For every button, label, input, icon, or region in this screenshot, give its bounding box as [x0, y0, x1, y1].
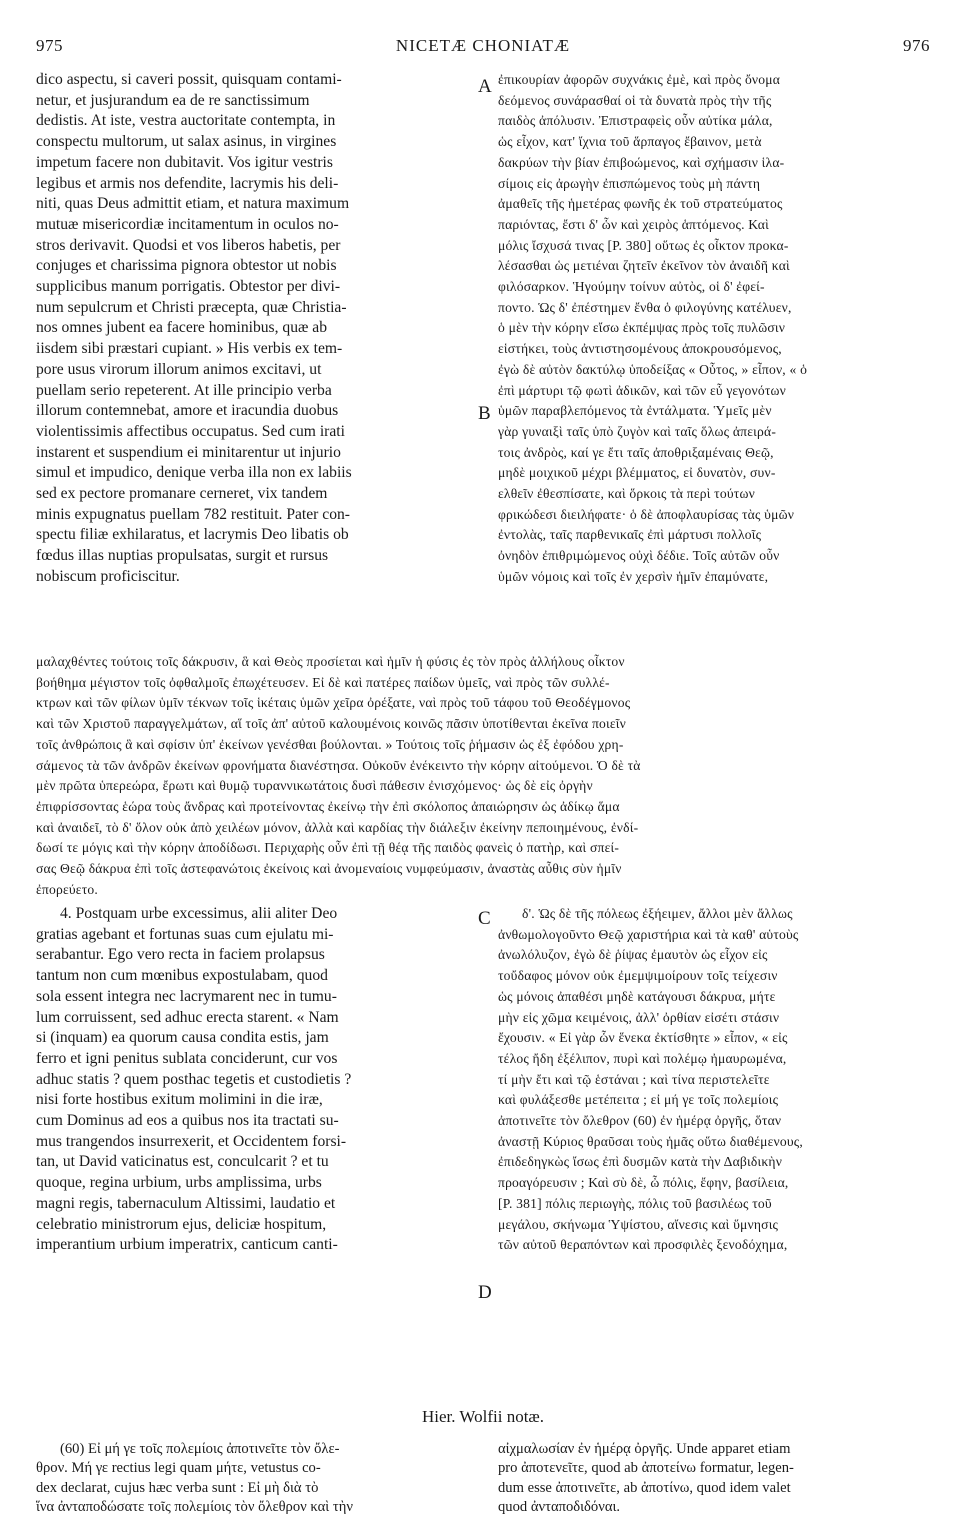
text-line: κτρων καὶ τῶν φίλων ὑμῖν τέκνων τοῖς ἱκέταις ὑμῶν χεῖρα ὀρέξατε, ναὶ πρὸς τοῦ τάφου τοῦ Θεοδέγμονος [36, 695, 631, 711]
text-line: φρικώδεσι διειλήφατε· ὁ δὲ ἀποφλαυρίσας τὰς ὑμῶν [498, 506, 795, 522]
text-line: [P. 381] πόλις περιωγὴς, πόλις τοῦ βασιλέως τοῦ [498, 1195, 772, 1211]
page-number-right: 976 [903, 36, 930, 55]
text-line: minis expugnatus puellam 782 restituit. Pater con- [36, 505, 350, 523]
text-line: nos omnes jubent ea facere hominibus, quæ ab [36, 319, 328, 337]
text-line: niti, quas Deus admittit etiam, et natura maximum [36, 195, 350, 213]
text-line: τοῖς ἀνθρώποις ἃ καὶ σφίσιν ὑπ' ἐκείνων γενέσθαι βούλονται. » Τούτοις τοῖς ῥήμασιν ὡς ἐξ ἐφόδου χρη- [36, 736, 624, 752]
text-line: προαγόρευσιν ; Καὶ σὺ δὲ, ὦ πόλις, ἔφην, βασίλεια, [498, 1175, 789, 1191]
greek-column-bottom [498, 904, 934, 1256]
text-line: dedistis. At iste, vestra auctoritate contempta, in [36, 112, 336, 130]
text-line: ὑμῶν νόμοις καὶ τοῖς ἐν χερσὶν ἡμῖν ἐπαμύνατε, [498, 568, 769, 584]
text-line: ἀνωλόλυζον, ἐγὼ δὲ ῥίψας ἐμαυτὸν ὡς εἶχον εἰς [498, 947, 768, 963]
text-line: dico aspectu, si caveri possit, quisquam contami- [36, 71, 342, 88]
text-line: παριόντας, ἔστι δ' ὧν καὶ χειρὸς ἁπτόμενος. Καὶ [498, 216, 769, 232]
text-line: μαλαχθέντες τούτοις τοῖς δάκρυσιν, ἃ καὶ Θεὸς προσίεται καὶ ἡμῖν ἡ φύσις ἐς τὸν πρὸς ἀλλήλους οἶκτον [36, 654, 625, 669]
text-line: τοὔδαφος μόνον οὐκ ἐμεμψιμοίρουν τοῖς τείχεσιν [498, 968, 778, 984]
text-line: nisi forte hostibus exitum molimini in die iræ, [36, 1091, 323, 1109]
text-line: conspectu multorum, ut salax asinus, in virgines [36, 133, 337, 151]
text-line: magni regis, tabernaculum Altissimi, laudatio et [36, 1194, 336, 1212]
text-line: δεόμενος συνάρασθαί οἱ τὰ δυνατὰ πρὸς τὴν τῆς [498, 92, 772, 108]
text-line: ἵνα ἀνταποδώσατε τοῖς πολεμίοις τὸν ὄλεθρον καὶ τὴν [36, 1498, 353, 1515]
text-line: pro ἀποτενεῖτε, quod ab ἀποτείνω formatur, legen- [498, 1460, 794, 1477]
text-line: εἱστήκει, τοὺς ἀντιστησομένους ἀποκρουσόμενος, [498, 341, 782, 357]
text-line: ἔχουσιν. « Εἰ γὰρ ὧν ἕνεκα ἐκτίσθητε » εἶπον, « εἰς [498, 1030, 788, 1046]
text-line: legibus et armis nos defendite, lacrymis his deli- [36, 174, 339, 192]
text-line: dex declarat, cujus hæc verba sunt : Εἰ μὴ διὰ τὸ [36, 1479, 319, 1496]
text-line: nobiscum proficiscitur. [36, 567, 180, 585]
text-line: si (inquam) ea quorum causa condita estis, jam [36, 1029, 329, 1047]
text-line: dum esse ἀποτινεῖτε, ab ἀποτίνω, quod idem valet [498, 1479, 791, 1496]
latin-column-top [36, 70, 476, 588]
text-line: καὶ φυλάξεσθε μετέπειτα ; εἰ μή γε τοῖς πολεμίοις [498, 1092, 779, 1108]
text-line: simul et impudico, denique verba illa non ex labiis [36, 464, 352, 482]
text-line: μηδὲ μοιχικοῦ μέχρι βλέμματος, εἰ δυνατὸν, συν- [498, 465, 776, 481]
text-line: μόλις ἴσχυσά τινας [P. 380] οὕτως ἐς οἶκτον προκα- [498, 237, 789, 253]
text-line: ελθεῖν ἐθεσπίσατε, καὶ ὅρκοις τὰ περὶ τούτων [498, 486, 755, 502]
text-line: spectu filiæ exhilaratus, et lacrymis Deo libatis ob [36, 526, 349, 544]
text-line: adhuc statis ? quem posthac tegetis et custodietis ? [36, 1070, 352, 1088]
text-line: ὁ μὲν τὴν κόρην εἴσω ἐκπέμψας πρὸς τοῖς πυλῶσιν [498, 320, 786, 336]
note-left [36, 1440, 476, 1517]
text-line: ὡς μόνοις ἀπαθέσι μηδὲ κατάγουσι δάκρυα, μήτε [498, 988, 776, 1004]
text-line: ἀνθωμολογοῦντο Θεῷ χαριστήρια καὶ τὰ καθ' αὑτοὺς [498, 926, 799, 942]
text-line: quod ἀνταποδιδόναι. [498, 1498, 621, 1515]
text-line: iisdem sibi præstari cupiant. » His verbis ex tem- [36, 340, 343, 358]
text-line: τοις ἀνδρὸς, καί γε ἔτι ταῖς ἀποθριξαμέναις Θεῷ, [498, 444, 774, 460]
section-marker-a: A [478, 76, 492, 97]
text-line: ἐπορεύετο. [36, 881, 98, 897]
text-line: ἀναστῇ Κύριος θραῦσαι τοὺς ἡμᾶς οὕτω διαθέμενους, [498, 1133, 803, 1149]
text-line: ὡς εἶχον, κατ' ἴχνια τοῦ ἅρπαγος ἔβαινον, μετὰ [498, 134, 762, 150]
text-line: netur, et jusjurandum ea de re sanctissimum [36, 91, 310, 109]
page-header [36, 36, 930, 60]
text-line: fœdus illas nuptias propulsatas, surgit et rursus [36, 547, 329, 565]
text-line: ἐγὼ δὲ αὐτὸν δακτύλῳ ὑποδείξας « Οὗτος, » εἶπον, « ὁ [498, 361, 808, 377]
text-line: μεγάλου, σκήνωμα Ὑψίστου, αἴνεσις καὶ ὕμνησις [498, 1216, 779, 1232]
notes-title: Hier. Wolfii notæ. [421, 1407, 545, 1426]
greek-column-top [498, 70, 934, 588]
text-line: impetum facere non dubitavit. Vos igitur vestris [36, 153, 333, 171]
text-line: τῶν αὐτοῦ θεραπόντων καὶ προσφιλὲς ξενοδόχημα, [498, 1237, 788, 1253]
text-line: cum Dominus ad eos a quibus nos ita tractati su- [36, 1112, 339, 1130]
text-line: puellam serio repeterent. At ille principio verba [36, 381, 332, 399]
text-line: δ'. Ὡς δὲ τῆς πόλεως ἐξήειμεν, ἄλλοι μὲν ἄλλως [522, 906, 793, 921]
note-right [498, 1440, 934, 1517]
text-line: imperantium urbium imperatrix, canticum canti- [36, 1236, 338, 1254]
text-line: tantum non cum mœnibus expostulabam, quod [36, 967, 328, 985]
section-marker-d: D [478, 1282, 492, 1303]
text-line: conjuges et charissima pignora obtestor ut nobis [36, 257, 337, 275]
text-line: ὑμῶν παραβλεπόμενος τὰ ἐντάλματα. Ὑμεῖς μὲν [498, 403, 772, 419]
text-line: sola essent integra nec lacrymarent nec in tumu- [36, 987, 337, 1005]
text-line: sed ex pectore promanare cerneret, vix tandem [36, 485, 328, 503]
text-line: num sepulcrum et Christi præcepta, quæ Christia- [36, 298, 347, 316]
text-line: ὀνηδὸν ἐπιθριμώμενος οὐχὶ δέδιε. Τοῖς αὐτῶν οὖν [498, 548, 780, 564]
text-line: stros derivavit. Quodsi et vos liberos habetis, per [36, 236, 341, 254]
text-line: instarent et suspendium ei minitarentur ut injurio [36, 443, 341, 461]
text-line: tan, ut David vaticinatus est, conculcarit ? et tu [36, 1153, 329, 1171]
text-line: βοήθημα μέγιστον τοῖς ὀφθαλμοῖς ἐπωχέτευσεν. Εἰ δὲ καὶ πατέρες παίδων ὑμεῖς, ναὶ πρὸς τῶν συλλέ- [36, 674, 610, 690]
section-marker-b: B [478, 403, 491, 424]
text-line: quoque, regina urbium, urbs amplissima, urbs [36, 1174, 322, 1192]
text-line: καὶ τῶν Χριστοῦ παραγγελμάτων, αἵ τοῖς ἀπ' αὐτοῦ καλουμένοις κοινῶς πᾶσιν ὑποτίθενται ἐκεῖνα ποιεῖν [36, 716, 627, 732]
text-line: σας Θεῷ δάκρυα ἐπὶ τοῖς ἀστεφανώτοις ἐκείνοις καὶ ἀνομεναίοις νυμφεύμασιν, ἀναστὰς αὖθις σὺν ἡμῖν [36, 861, 622, 877]
text-line: mus trangendos insurrexerit, et Occidentem forsi- [36, 1132, 347, 1150]
greek-full-width [36, 652, 934, 900]
text-line: ἐντολὰς, ταῖς παρθενικαῖς ἐπὶ μάρτυσι πολλοῖς [498, 527, 762, 543]
text-line: ἐπιφρίσσοντας ἑώρα τοὺς ἄνδρας καὶ προτείνοντας ἐκείνῳ τὴν ἐπὶ σκόλοπος ἀπαιώρησιν ὡς ἀδίκῳ ἅμα [36, 798, 620, 814]
text-line: θρον. Μή γε rectius legi quam μήτε, vetustus co- [36, 1460, 321, 1477]
text-line: ἐπικουρίαν ἀφορῶν συχνάκις ἐμὲ, καὶ πρὸς ὄνομα [498, 72, 781, 87]
text-line: φιλόσαρκον. Ἡγούμην τοίνυν αὐτὸς, οἱ δ' ἐφεί- [498, 279, 765, 295]
text-line: δωσί τε μόγις καὶ τὴν κόρην ἀποδίδωσι. Περιχαρὴς οὖν ἐπὶ τῇ θέᾳ τῆς παιδὸς φανεὶς ὁ πατὴρ, καὶ σπεί- [36, 840, 620, 856]
text-line: γὰρ γυναιξὶ ταῖς ὑπὸ ζυγὸν καὶ ταῖς ὅλως ἀπειρά- [498, 423, 777, 439]
text-line: καὶ ἀναιδεῖ, τὸ δ' ὅλον οὐκ ἀπὸ χειλέων μόνον, ἀλλὰ καὶ καρδίας τὴν διάλεξιν ἐκείνην πεποιημένους, ἐνδί- [36, 819, 639, 835]
text-line: illorum contemnebat, amore et iracundia duobus [36, 402, 339, 420]
text-line: ἀποτινεῖτε τὸν ὄλεθρον (60) ἐν ἡμέρᾳ ὀργῆς, ὅταν [498, 1113, 782, 1129]
latin-column-bottom [36, 904, 476, 1256]
text-line: λέσασθαι ὡς μετιέναι ζητεῖν ἐκεῖνον τὸν ἀναιδῆ καὶ [498, 258, 790, 274]
section-marker-c: C [478, 908, 491, 929]
text-line: τί μὴν ἔτι καὶ τῷ ἑστάναι ; καὶ τίνα περιστελεῖτε [498, 1071, 770, 1087]
text-line: celebratio ministrorum ejus, deliciæ hospitum, [36, 1215, 327, 1233]
text-line: σάμενος τὰ τῶν ἀνδρῶν ἐκείνων φρονήματα διανέστησα. Οὐκοῦν ἐνέκειντο τὴν κόρην αἰτούμενοι. Ὁ δὲ τὰ [36, 757, 641, 773]
text-line: gratias agebant et fortunas suas cum ejulatu mi- [36, 925, 334, 943]
text-line: supplicibus manum porrigatis. Obtestor per divi- [36, 278, 341, 296]
text-line: ἐπιδεδηγκὼς ἴσως ἐπὶ δυσμῶν κατὰ τὴν Δαβιδικὴν [498, 1154, 783, 1170]
page-number-left: 975 [36, 36, 63, 55]
text-line: δακρύων τὴν βίαν ἐπιβοώμενος, καὶ σχήμασιν ἱλα- [498, 154, 785, 170]
text-line: serabantur. Ego vero recta in faciem prolapsus [36, 946, 325, 964]
text-line: ποντο. Ὡς δ' ἐπέστημεν ἔνθα ὁ φιλογύνης κατέλυεν, [498, 299, 792, 315]
running-title: NICETÆ CHONIATÆ [395, 36, 571, 55]
text-line: 4. Postquam urbe excessimus, alii aliter Deo [60, 905, 338, 922]
text-line: αἰχμαλωσίαν ἐν ἡμέρᾳ ὀργῆς. Unde apparet etiam [498, 1441, 791, 1457]
text-line: mutuæ misericordiæ incitamentum in oculos no- [36, 215, 339, 233]
text-line: violentissimis affectibus occupatus. Sed cum irati [36, 422, 345, 440]
text-line: ἐπὶ μάρτυρι τῷ φωτὶ ἀδικῶν, καὶ τῶν εὖ γεγονότων [498, 382, 786, 398]
text-line: ἀμαθεῖς τῆς ἡμετέρας φωνῆς ἐκ τοῦ στρατεύματος [498, 196, 783, 212]
text-line: μὴν εἰς χῶμα κειμένοις, ἀλλ' ὀρθίαν εἰσέτι στάσιν [498, 1009, 780, 1025]
text-line: μὲν πρῶτα ὑπερεώρα, ἔρωτι καὶ θυμῷ τυραννικωτάτοις δυσὶ πάθεσιν ἐνισχόμενος· ὡς δὲ εἰς ὀργὴν [36, 778, 593, 794]
text-line: (60) Εἰ μή γε τοῖς πολεμίοις ἀποτινεῖτε τὸν ὄλε- [60, 1441, 340, 1457]
text-line: lum corruissent, sed adhuc erecta starent. « Nam [36, 1008, 339, 1026]
text-line: τέλος ἤδη ἐξέλιπον, πυρὶ καὶ πολέμῳ ἠμαυρωμένα, [498, 1050, 787, 1066]
text-line: παιδὸς ἀπόλυσιν. Ἐπιστραφεὶς οὖν αὐτίκα μάλα, [498, 113, 773, 129]
text-line: ferro et igni penitus sublata conciderunt, cur vos [36, 1049, 338, 1067]
text-line: pore usus virorum illorum animos excitavi, ut [36, 360, 322, 378]
text-line: σίμοις εἰς ἀρωγὴν ἐπισπώμενος τοὺς μὴ πάντη [498, 175, 761, 191]
